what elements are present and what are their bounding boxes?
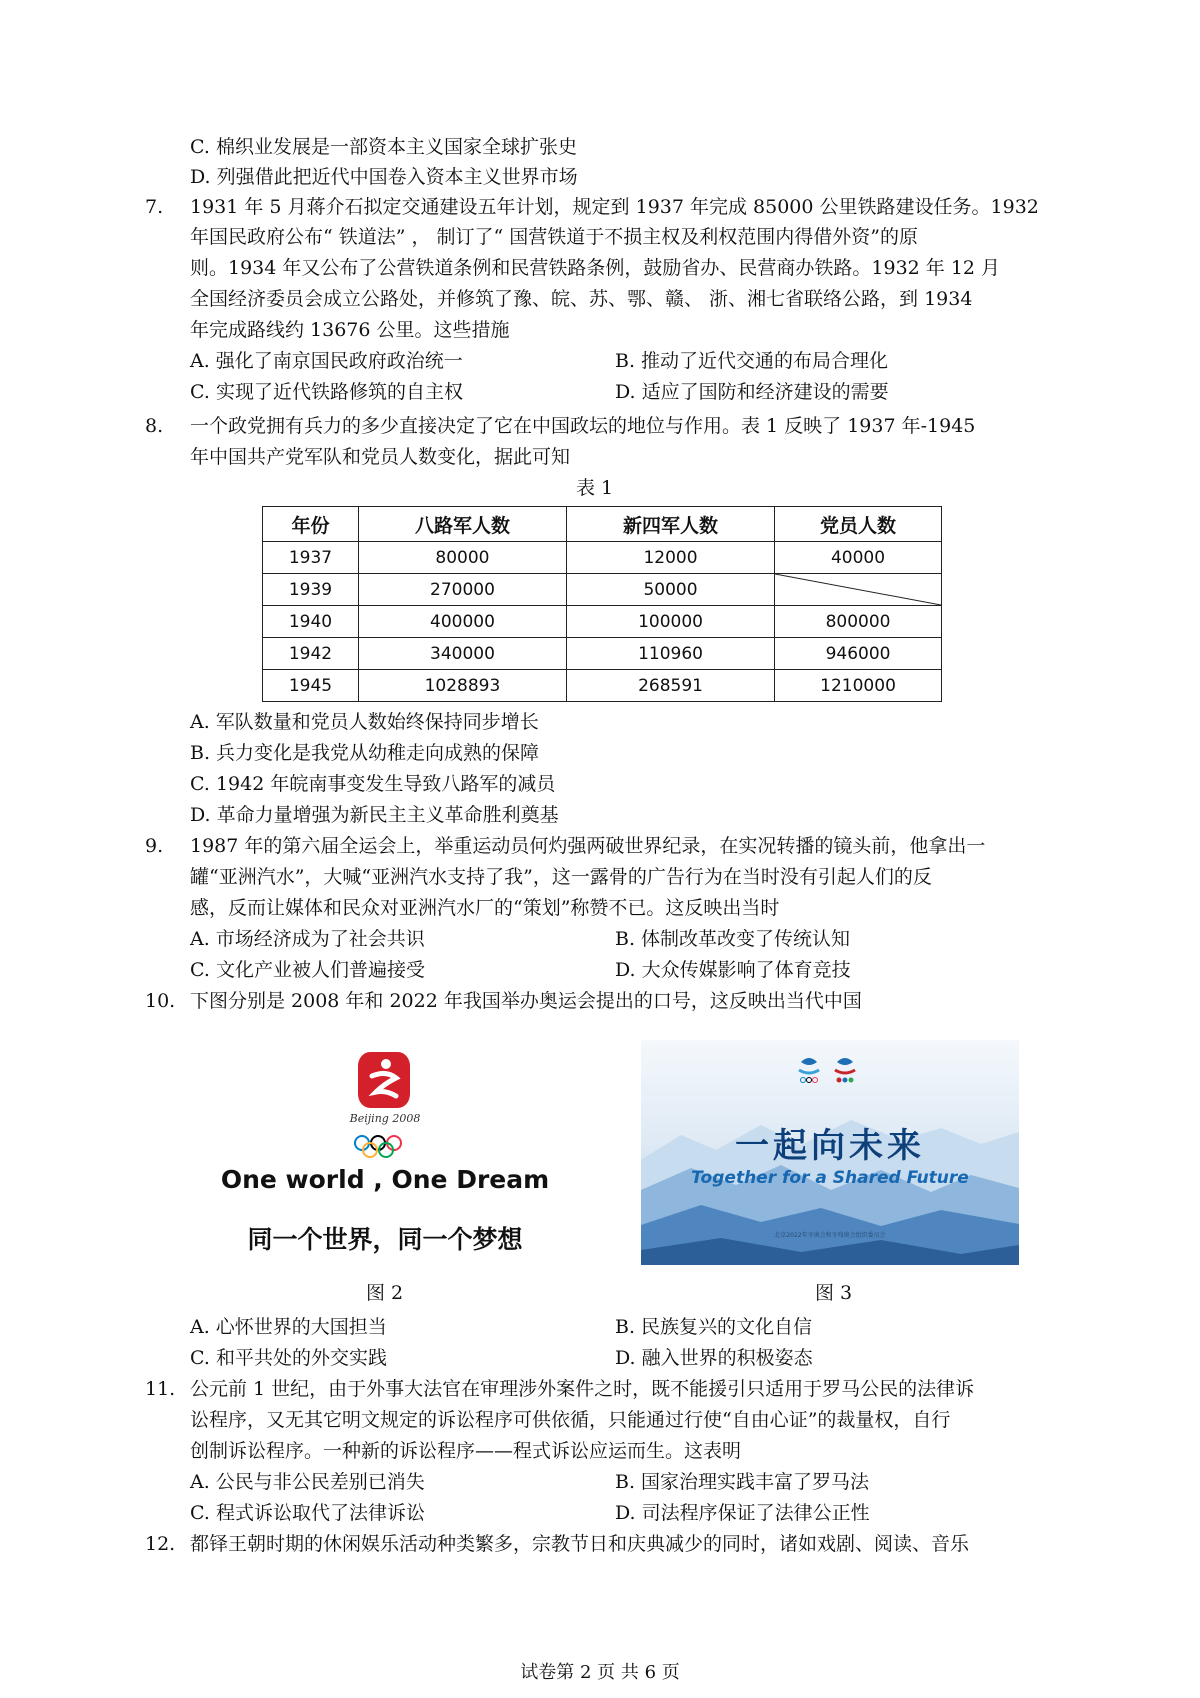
table-cell: 1942 — [263, 638, 359, 670]
q7-text-line: 年完成路线约 13676 公里。这些措施 — [190, 319, 510, 341]
q7-text-line: 则。1934 年又公布了公营铁道条例和民营铁路条例，鼓励省办、民营商办铁路。1932 年 12 月 — [190, 257, 1001, 279]
q10-number: 10. — [145, 990, 176, 1012]
q9-text-line: 感，反而让媒体和民众对亚洲汽水厂的“策划”称赞不已。这反映出当时 — [190, 897, 780, 919]
figure-2-caption: 图 2 — [366, 1282, 404, 1304]
header-new-fourth-army: 新四军人数 — [567, 507, 775, 542]
table-cell: 80000 — [358, 542, 566, 574]
q11-number: 11. — [145, 1378, 176, 1400]
table-row — [263, 574, 942, 606]
table-cell: 40000 — [775, 542, 942, 574]
q9-option-c: C. 文化产业被人们普遍接受 — [190, 959, 425, 981]
table-cell: 946000 — [775, 638, 942, 670]
q9-text-line: 1987 年的第六届全运会上，举重运动员何灼强两破世界纪录，在实况转播的镜头前，他拿出一 — [190, 835, 986, 857]
table-caption: 表 1 — [576, 477, 614, 499]
table-header-row — [263, 507, 942, 542]
q9-text-line: 罐“亚洲汽水”，大喊“亚洲汽水支持了我”，这一露骨的广告行为在当时没有引起人们的反 — [190, 866, 932, 888]
table-cell-empty-diagonal — [775, 574, 942, 606]
slogan-2008-chinese: 同一个世界，同一个梦想 — [247, 1225, 523, 1254]
q8-text-line: 年中国共产党军队和党员人数变化，据此可知 — [190, 446, 571, 468]
table-cell: 1028893 — [358, 670, 566, 702]
table-cell: 270000 — [358, 574, 566, 606]
slogan-2022-chinese: 一起向未来 — [735, 1126, 925, 1166]
q11-option-c: C. 程式诉讼取代了法律诉讼 — [190, 1502, 425, 1524]
table-row — [263, 638, 942, 670]
q11-option-d: D. 司法程序保证了法律公正性 — [615, 1502, 870, 1524]
beijing-2008-emblem-icon — [200, 1040, 570, 1160]
q9-number: 9. — [145, 835, 164, 857]
table-cell: 800000 — [775, 606, 942, 638]
slogan-2022-english: Together for a Shared Future — [691, 1168, 969, 1188]
table-cell: 340000 — [358, 638, 566, 670]
page-footer: 试卷第 2 页 共 6 页 — [520, 1662, 680, 1683]
q7-option-a: A. 强化了南京国民政府政治统一 — [190, 350, 463, 372]
table-cell: 268591 — [567, 670, 775, 702]
q11-text-line: 公元前 1 世纪，由于外事大法官在审理涉外案件之时，既不能援引只适用于罗马公民的法律诉 — [190, 1378, 975, 1400]
table-cell: 1940 — [263, 606, 359, 638]
table-cell: 1945 — [263, 670, 359, 702]
q10-option-d: D. 融入世界的积极姿态 — [615, 1347, 813, 1369]
q8-option-c: C. 1942 年皖南事变发生导致八路军的减员 — [190, 773, 556, 795]
q12-number: 12. — [145, 1533, 176, 1555]
q8-option-d: D. 革命力量增强为新民主主义革命胜利奠基 — [190, 804, 559, 826]
table-cell: 50000 — [567, 574, 775, 606]
table-cell: 1939 — [263, 574, 359, 606]
table-cell: 100000 — [567, 606, 775, 638]
table-cell: 12000 — [567, 542, 775, 574]
header-party-members: 党员人数 — [775, 507, 942, 542]
q7-text-line: 年国民政府公布“ 铁道法” ， 制订了“ 国营铁道于不损主权及利权范围内得借外资”的原 — [190, 226, 919, 248]
q11-option-b: B. 国家治理实践丰富了罗马法 — [615, 1471, 870, 1493]
slogan-2008-english: One world , One Dream — [220, 1165, 550, 1194]
q9-option-d: D. 大众传媒影响了体育竞技 — [615, 959, 851, 981]
table-cell: 110960 — [567, 638, 775, 670]
organizing-committee-text: 北京2022年冬奥会和冬残奥会组织委员会 — [774, 1232, 886, 1239]
q11-text-line: 创制诉讼程序。一种新的诉讼程序——程式诉讼应运而生。这表明 — [190, 1440, 742, 1462]
figure-beijing-2008 — [200, 1040, 570, 1265]
q10-option-b: B. 民族复兴的文化自信 — [615, 1316, 813, 1338]
table-row — [263, 542, 942, 574]
q12-text-line: 都铎王朝时期的休闲娱乐活动种类繁多，宗教节日和庆典减少的同时，诸如戏剧、阅读、音乐 — [190, 1533, 970, 1555]
q8-option-b: B. 兵力变化是我党从幼稚走向成熟的保障 — [190, 742, 540, 764]
q7-number: 7. — [145, 196, 164, 218]
q7-option-d: D. 适应了国防和经济建设的需要 — [615, 381, 889, 403]
figure-3-caption: 图 3 — [815, 1282, 853, 1304]
q11-option-a: A. 公民与非公民差别已消失 — [190, 1471, 425, 1493]
table-cell: 1937 — [263, 542, 359, 574]
q8-number: 8. — [145, 415, 164, 437]
header-eighth-route-army: 八路军人数 — [358, 507, 566, 542]
q7-option-c: C. 实现了近代铁路修筑的自主权 — [190, 381, 463, 403]
q10-text-line: 下图分别是 2008 年和 2022 年我国举办奥运会提出的口号，这反映出当代中国 — [190, 990, 862, 1012]
q8-text-line: 一个政党拥有兵力的多少直接决定了它在中国政坛的地位与作用。表 1 反映了 1937 年-1945 — [190, 415, 976, 437]
table-row — [263, 670, 942, 702]
q7-text-line: 全国经济委员会成立公路处，并修筑了豫、皖、苏、鄂、赣、 浙、湘七省联络公路，到 1934 — [190, 288, 973, 310]
q11-text-line: 讼程序，又无其它明文规定的诉讼程序可供依循，只能通过行使“自由心证”的裁量权，自行 — [190, 1409, 951, 1431]
table-cell: 1210000 — [775, 670, 942, 702]
q7-text-line: 1931 年 5 月蒋介石拟定交通建设五年计划，规定到 1937 年完成 85000 公里铁路建设任务。1932 — [190, 196, 1039, 218]
table-row — [263, 606, 942, 638]
q8-option-a: A. 军队数量和党员人数始终保持同步增长 — [190, 711, 539, 733]
q10-option-a: A. 心怀世界的大国担当 — [190, 1316, 387, 1338]
figure-beijing-2022 — [641, 1040, 1019, 1265]
diagonal-line — [775, 574, 941, 605]
q6-option-c: C. 棉织业发展是一部资本主义国家全球扩张史 — [190, 136, 577, 158]
q7-option-b: B. 推动了近代交通的布局合理化 — [615, 350, 889, 372]
q6-option-d: D. 列强借此把近代中国卷入资本主义世界市场 — [190, 166, 578, 188]
q9-option-a: A. 市场经济成为了社会共识 — [190, 928, 425, 950]
q10-option-c: C. 和平共处的外交实践 — [190, 1347, 387, 1369]
q9-option-b: B. 体制改革改变了传统认知 — [615, 928, 851, 950]
data-table — [262, 506, 942, 702]
header-year: 年份 — [263, 507, 359, 542]
table-cell: 400000 — [358, 606, 566, 638]
beijing-2008-logo-text: Beijing 2008 — [349, 1112, 421, 1125]
